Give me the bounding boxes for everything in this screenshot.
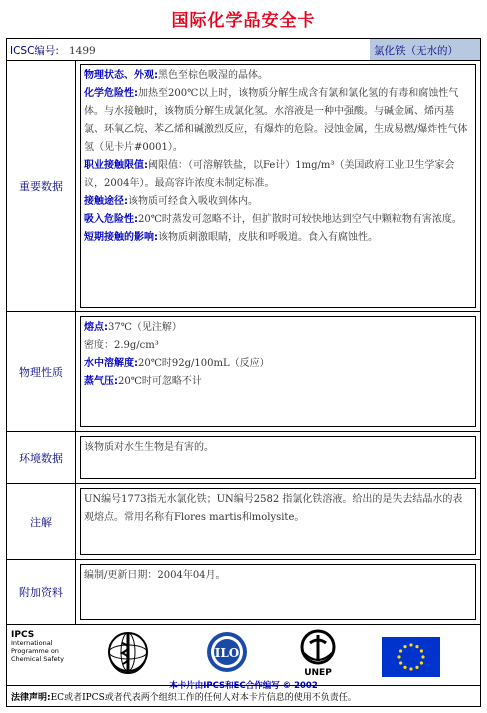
eu-star-icon	[415, 645, 418, 648]
ilo-text: ILO	[214, 646, 240, 660]
unep-emblem-icon	[296, 627, 340, 677]
eu-star-icon	[409, 643, 412, 646]
eu-star-icon	[421, 655, 424, 658]
route-text: 该物质可经食入吸收到体内。	[128, 196, 258, 207]
exposure-limit-heading: 职业接触限值:	[84, 160, 148, 171]
icsc-label: ICSC编号:	[10, 45, 59, 57]
physical-state-heading: 物理状态、外观:	[84, 70, 158, 81]
short-term-text: 该物质刺激眼睛，皮肤和呼吸道。食入有腐蚀性。	[158, 232, 378, 243]
short-term-heading: 短期接触的影响:	[84, 232, 158, 243]
eu-star-icon	[399, 661, 402, 664]
ipcs-line-2: Programme on	[11, 647, 59, 655]
section-additional	[7, 560, 480, 625]
additional-text: 编制/更新日期：2004年04月。	[84, 570, 226, 581]
legal-text: EC或者IPCS或者代表两个组织工作的任何人对本卡片信息的使用不负责任。	[50, 693, 357, 703]
route-heading: 接触途径:	[84, 196, 128, 207]
chemical-name: 氯化铁（无水的）	[370, 39, 480, 60]
eu-star-icon	[403, 645, 406, 648]
inhalation-heading: 吸入危险性:	[84, 214, 138, 225]
eu-star-icon	[399, 649, 402, 652]
section-physical-properties	[7, 312, 480, 432]
environment-text: 该物质对水生生物是有害的。	[84, 442, 214, 453]
section-notes	[7, 484, 480, 560]
safety-card	[6, 38, 481, 707]
icsc-id	[10, 43, 96, 58]
chemical-danger-text: 加热至200℃以上时，该物质分解生成含有氯和氯化氢的有毒和腐蚀性气体。与水接触时，该物质分解生成氯化氢。水溶液是一种中强酸。与碱金属、烯丙基氯、环氧乙烷、苯乙烯和碱激烈反应，有爆炸的危险。浸蚀金属，生成易燃/爆炸性气体氢（见卡片#0001）。	[84, 88, 468, 153]
card-header	[7, 39, 480, 61]
eu-star-icon	[420, 661, 423, 664]
eu-star-icon	[397, 655, 400, 658]
ilo-emblem-icon	[204, 629, 250, 675]
solubility-heading: 水中溶解度:	[84, 358, 138, 369]
unep-text: UNEP	[304, 668, 332, 677]
section-label-notes: 注解	[7, 484, 76, 559]
section-environment	[7, 432, 480, 484]
physical-state-text: 黑色至棕色吸湿的晶体。	[158, 70, 268, 81]
section-label-important-data: 重要数据	[7, 61, 76, 311]
ipcs-line-3: Chemical Safety	[11, 655, 65, 663]
melting-point-text: 37℃（见注解）	[108, 322, 182, 333]
chemical-danger-heading: 化学危险性:	[84, 88, 138, 99]
section-important-data	[7, 61, 480, 312]
credit-line: 本卡片由IPCS和EC合作编写 © 2002	[169, 681, 318, 691]
inhalation-text: 20℃时蒸发可忽略不计，但扩散时可较快地达到空气中颗粒物有害浓度。	[138, 214, 462, 225]
vapor-pressure-text: 20℃时可忽略不计	[118, 376, 202, 387]
section-label-environment: 环境数据	[7, 432, 76, 483]
solubility-text: 20℃时92g/100mL（反应）	[138, 358, 270, 369]
ipcs-line-1: International	[11, 639, 53, 647]
who-emblem-icon	[105, 629, 151, 675]
exposure-limit-text: 阈限值：（可溶解铁盐，以Fe计）1mg/m³（美国政府工业卫生学家会议，2004年）。最高容许浓度未制定标准。	[84, 160, 455, 189]
legal-notice	[7, 685, 480, 707]
icsc-number: 1499	[68, 45, 96, 57]
melting-point-heading: 熔点:	[84, 322, 108, 333]
card-title: 国际化学品安全卡	[171, 11, 316, 31]
legal-label: 法律声明:	[11, 693, 51, 703]
section-label-additional: 附加资料	[7, 560, 76, 624]
eu-flag-icon	[382, 637, 440, 677]
ipcs-title: IPCS	[11, 630, 35, 640]
ipcs-logo	[11, 631, 64, 663]
density-text: 密度：2.9g/cm³	[84, 340, 159, 351]
vapor-pressure-heading: 蒸气压:	[84, 376, 118, 387]
eu-star-icon	[420, 649, 423, 652]
section-label-physical-properties: 物理性质	[7, 312, 76, 431]
eu-star-icon	[403, 666, 406, 669]
eu-star-icon	[415, 666, 418, 669]
eu-star-icon	[409, 667, 412, 670]
notes-text: UN编号1773指无水氯化铁；UN编号2582 指氯化铁溶液。给出的是失去结晶水的表观熔点。常用名称有Flores martis和molysite。	[84, 494, 463, 523]
